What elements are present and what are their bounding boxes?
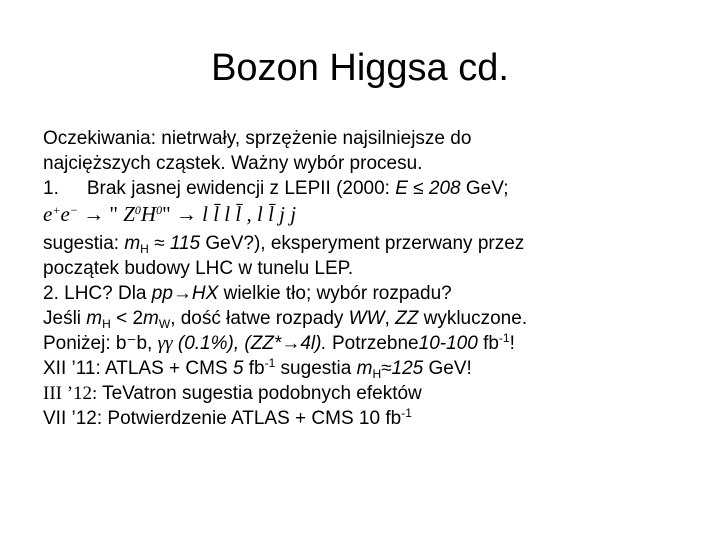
mass-sub-2: H xyxy=(372,367,382,381)
fb-exponent: -1 xyxy=(498,331,510,345)
line-5-rest: GeV?), eksperyment przerwany przez xyxy=(200,233,525,254)
eq-quote: " xyxy=(162,202,171,226)
eq-higgs: H xyxy=(140,202,157,226)
slide-title: Bozon Higgsa cd. xyxy=(211,47,509,89)
b-bar-mark: ⁻ xyxy=(126,333,137,354)
line-10-text: XII ’11: ATLAS + CMS xyxy=(43,358,233,379)
text-line-2: najcięższych cząstek. Ważny wybór procesu. xyxy=(43,153,423,174)
mass-w-symbol: m xyxy=(143,308,159,329)
slide-body xyxy=(43,126,703,431)
line-10-rest: GeV! xyxy=(423,358,472,379)
mass-w-sub: W xyxy=(158,317,171,331)
text-line-3 xyxy=(43,176,703,201)
text-line-11 xyxy=(43,381,703,406)
exclamation: ! xyxy=(509,333,515,354)
line-8-mid: , dość łatwe rozpady xyxy=(170,308,349,329)
luminosity-range: 10-100 xyxy=(418,333,478,354)
higgs-mass-sub: H xyxy=(140,242,149,256)
eq-arrow-2: → xyxy=(170,202,203,226)
line-9-needed: Potrzebne xyxy=(326,333,419,354)
decay-zz: ZZ xyxy=(395,308,419,329)
higgs-mass-value: ≈ 115 xyxy=(148,233,201,254)
line-12-text: VII ’12: Potwierdzenie ATLAS + CMS 10 fb xyxy=(43,408,402,429)
eq-arrow-1: → " xyxy=(77,202,124,226)
mass-symbol-2: m xyxy=(356,358,373,379)
fb-exponent-3: -1 xyxy=(401,406,412,420)
text-line-10 xyxy=(43,356,703,381)
process-formula: pp→HX xyxy=(151,283,219,304)
gamma-gamma: γγ xyxy=(157,333,173,354)
list-number-1: 1. xyxy=(43,178,59,199)
text-line-9 xyxy=(43,331,703,356)
line-9-text: Poniżej: b xyxy=(43,333,127,354)
text-line-5 xyxy=(43,231,703,256)
eq-plus: + xyxy=(52,203,61,217)
less-than-2: < 2 xyxy=(110,308,144,329)
mass-value-125: ≈125 xyxy=(381,358,424,379)
eq-h-charge: 0 xyxy=(156,203,163,217)
text-line-1: Oczekiwania: nietrwały, sprzężenie najsilniejsze do xyxy=(43,128,472,149)
date-iii-12: III ’12: xyxy=(43,383,103,404)
fb-unit: fb xyxy=(477,333,499,354)
fb-unit-2: fb xyxy=(243,358,265,379)
eq-z-charge: 0 xyxy=(134,203,141,217)
line-8-rest: wykluczone. xyxy=(418,308,528,329)
eq-electron: e xyxy=(43,202,53,226)
text-line-8 xyxy=(43,306,703,331)
line-8-text: Jeśli xyxy=(43,308,87,329)
line-7-text: 2. LHC? Dla xyxy=(43,283,152,304)
higgs-mass-symbol: m xyxy=(124,233,141,254)
line-5-text: sugestia: xyxy=(43,233,125,254)
mass-h-symbol: m xyxy=(86,308,103,329)
eq-z-boson: Z xyxy=(123,202,135,226)
line-7-rest: wielkie tło; wybór rozpadu? xyxy=(218,283,452,304)
text-line-12 xyxy=(43,406,703,431)
line-3-text: Brak jasnej ewidencji z LEPII (2000: xyxy=(86,178,396,199)
b-bar-rest: b, xyxy=(136,333,158,354)
fb-exponent-2: -1 xyxy=(264,356,276,370)
decay-ww: WW xyxy=(348,308,385,329)
comma: , xyxy=(384,308,396,329)
mass-h-sub: H xyxy=(102,317,111,331)
reaction-equation xyxy=(43,201,703,231)
eq-positron: e xyxy=(60,202,70,226)
line-10-mid: sugestia xyxy=(275,358,357,379)
text-line-7 xyxy=(43,281,703,306)
eq-minus: − xyxy=(69,203,78,217)
line-11-text: TeVatron sugestia podobnych efektów xyxy=(102,383,422,404)
decay-channels: (0.1%), (ZZ*→4l). xyxy=(172,333,327,354)
text-line-6: początek budowy LHC w tunelu LEP. xyxy=(43,258,354,279)
eq-final-states: l l̄ l l̄ , l l̄ j j xyxy=(202,202,297,226)
line-3-unit: GeV; xyxy=(460,178,509,199)
energy-bound: E ≤ 208 xyxy=(395,178,461,199)
luminosity-value: 5 xyxy=(232,358,244,379)
